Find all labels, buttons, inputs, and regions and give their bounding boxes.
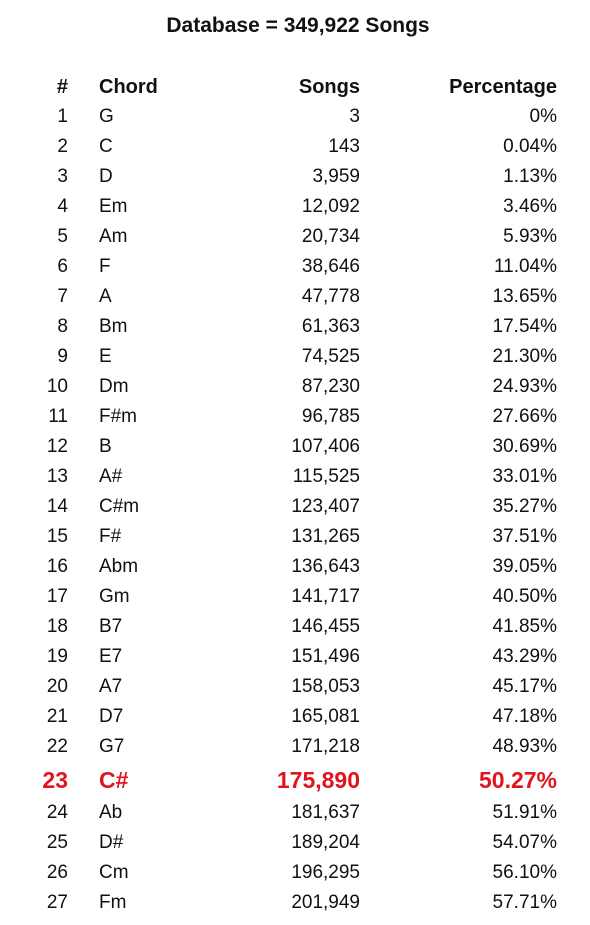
table-row: [0, 858, 590, 888]
table-body: [0, 102, 590, 918]
row-num: 17: [46, 586, 68, 607]
row-percentage: 21.30%: [492, 346, 557, 367]
row-num: 20: [46, 676, 68, 697]
row-chord: Ab: [99, 802, 123, 823]
row-percentage: 43.29%: [492, 646, 557, 667]
row-percentage: 33.01%: [492, 466, 557, 487]
row-num: 14: [46, 496, 68, 517]
row-percentage: 17.54%: [492, 316, 557, 337]
row-num: 15: [46, 526, 68, 547]
row-songs: 115,525: [292, 466, 360, 487]
row-num: 8: [57, 316, 68, 337]
row-percentage: 45.17%: [492, 676, 557, 697]
table-row: [0, 312, 590, 342]
row-percentage: 57.71%: [492, 892, 557, 913]
table-row: [0, 672, 590, 702]
row-songs: 201,949: [291, 892, 360, 913]
row-num: 11: [48, 406, 68, 427]
row-songs: 175,890: [276, 767, 360, 793]
row-songs: 12,092: [301, 196, 360, 217]
row-num: 1: [57, 106, 68, 127]
row-num: 26: [46, 862, 68, 883]
table-row: [0, 132, 590, 162]
row-chord: Dm: [99, 376, 129, 397]
table-row: [0, 342, 590, 372]
row-songs: 3,959: [312, 166, 360, 187]
row-percentage: 0.04%: [503, 136, 557, 157]
row-num: 13: [46, 466, 68, 487]
row-songs: 107,406: [291, 436, 360, 457]
row-percentage: 56.10%: [492, 862, 557, 883]
row-num: 21: [46, 706, 68, 727]
table-row: [0, 102, 590, 132]
table-row: [0, 552, 590, 582]
table-row: [0, 798, 590, 828]
row-percentage: 37.51%: [492, 526, 557, 547]
row-percentage: 11.04%: [493, 256, 557, 277]
row-chord: A7: [99, 676, 123, 697]
table-row: [0, 372, 590, 402]
row-songs: 158,053: [291, 676, 360, 697]
row-num: 3: [57, 166, 68, 187]
row-songs: 136,643: [291, 556, 360, 577]
header-songs: Songs: [298, 76, 360, 98]
row-percentage: 50.27%: [478, 767, 557, 793]
row-percentage: 40.50%: [492, 586, 557, 607]
header-chord: Chord: [99, 76, 158, 98]
row-songs: 47,778: [301, 286, 360, 307]
row-chord: F#m: [99, 406, 137, 427]
row-songs: 74,525: [301, 346, 360, 367]
row-percentage: 24.93%: [492, 376, 557, 397]
row-num: 9: [57, 346, 68, 367]
row-percentage: 1.13%: [503, 166, 557, 187]
table-row: [0, 462, 590, 492]
row-percentage: 30.69%: [492, 436, 557, 457]
table-row: [0, 828, 590, 858]
row-chord: E: [99, 346, 112, 367]
table-row: [0, 642, 590, 672]
row-num: 6: [57, 256, 68, 277]
row-songs: 181,637: [291, 802, 360, 823]
table-row: [0, 282, 590, 312]
table-row: [0, 612, 590, 642]
row-songs: 171,218: [291, 736, 360, 757]
row-songs: 196,295: [291, 862, 360, 883]
table-row: [0, 732, 590, 762]
row-chord: Abm: [99, 556, 139, 577]
row-chord: G: [99, 106, 114, 127]
row-num: 27: [46, 892, 68, 913]
row-songs: 3: [349, 106, 360, 127]
row-chord: Gm: [99, 586, 130, 607]
row-num: 12: [46, 436, 68, 457]
row-num: 24: [46, 802, 68, 823]
table-row: [0, 702, 590, 732]
row-songs: 165,081: [291, 706, 360, 727]
row-songs: 123,407: [291, 496, 360, 517]
row-chord: A#: [99, 466, 123, 487]
row-chord: Em: [99, 196, 128, 217]
row-num: 16: [46, 556, 68, 577]
row-percentage: 48.93%: [492, 736, 557, 757]
row-chord: E7: [99, 646, 123, 667]
row-num: 7: [57, 286, 68, 307]
row-num: 10: [46, 376, 68, 397]
row-percentage: 47.18%: [492, 706, 557, 727]
row-chord: B: [99, 436, 112, 457]
row-chord: C#m: [99, 496, 140, 517]
row-percentage: 51.91%: [492, 802, 557, 823]
page-title: Database = 349,922 Songs: [166, 14, 430, 37]
row-chord: A: [99, 286, 112, 307]
row-songs: 146,455: [291, 616, 360, 637]
table-row: [0, 582, 590, 612]
row-chord: Bm: [99, 316, 128, 337]
row-songs: 61,363: [301, 316, 360, 337]
table-row: [0, 252, 590, 282]
header-num: #: [56, 76, 68, 98]
row-percentage: 35.27%: [492, 496, 557, 517]
table-row: [0, 402, 590, 432]
row-songs: 189,204: [291, 832, 360, 853]
row-chord: D#: [99, 832, 124, 853]
row-chord: F#: [99, 526, 122, 547]
row-songs: 38,646: [301, 256, 360, 277]
row-chord: F: [99, 256, 111, 277]
row-num: 2: [57, 136, 68, 157]
row-num: 25: [46, 832, 68, 853]
row-percentage: 5.93%: [503, 226, 557, 247]
row-songs: 131,265: [291, 526, 360, 547]
row-chord: G7: [99, 736, 125, 757]
row-percentage: 39.05%: [492, 556, 557, 577]
row-num: 4: [57, 196, 68, 217]
row-songs: 96,785: [301, 406, 360, 427]
row-songs: 87,230: [301, 376, 360, 397]
row-num: 22: [46, 736, 68, 757]
row-percentage: 41.85%: [492, 616, 557, 637]
table-row: [0, 522, 590, 552]
chord-table: [0, 72, 590, 918]
row-percentage: 54.07%: [492, 832, 557, 853]
row-chord: C#: [99, 767, 129, 793]
row-percentage: 3.46%: [503, 196, 557, 217]
table-row-highlighted: [0, 762, 590, 798]
row-chord: Fm: [99, 892, 127, 913]
table-row: [0, 222, 590, 252]
row-percentage: 27.66%: [492, 406, 557, 427]
row-chord: Cm: [99, 862, 129, 883]
row-chord: Am: [99, 226, 128, 247]
row-chord: C: [99, 136, 113, 157]
row-chord: D: [99, 166, 113, 187]
row-percentage: 13.65%: [492, 286, 557, 307]
table-row: [0, 888, 590, 918]
table-row: [0, 162, 590, 192]
row-songs: 151,496: [291, 646, 360, 667]
table-row: [0, 492, 590, 522]
row-num: 23: [42, 767, 68, 793]
row-songs: 141,717: [291, 586, 360, 607]
table-row: [0, 192, 590, 222]
table-header: [0, 72, 590, 102]
table-row: [0, 432, 590, 462]
row-chord: D7: [99, 706, 124, 727]
row-songs: 20,734: [301, 226, 360, 247]
row-songs: 143: [328, 136, 360, 157]
row-num: 18: [46, 616, 68, 637]
row-num: 5: [57, 226, 68, 247]
row-percentage: 0%: [529, 106, 557, 127]
header-percentage: Percentage: [449, 76, 557, 98]
row-chord: B7: [99, 616, 123, 637]
row-num: 19: [46, 646, 68, 667]
